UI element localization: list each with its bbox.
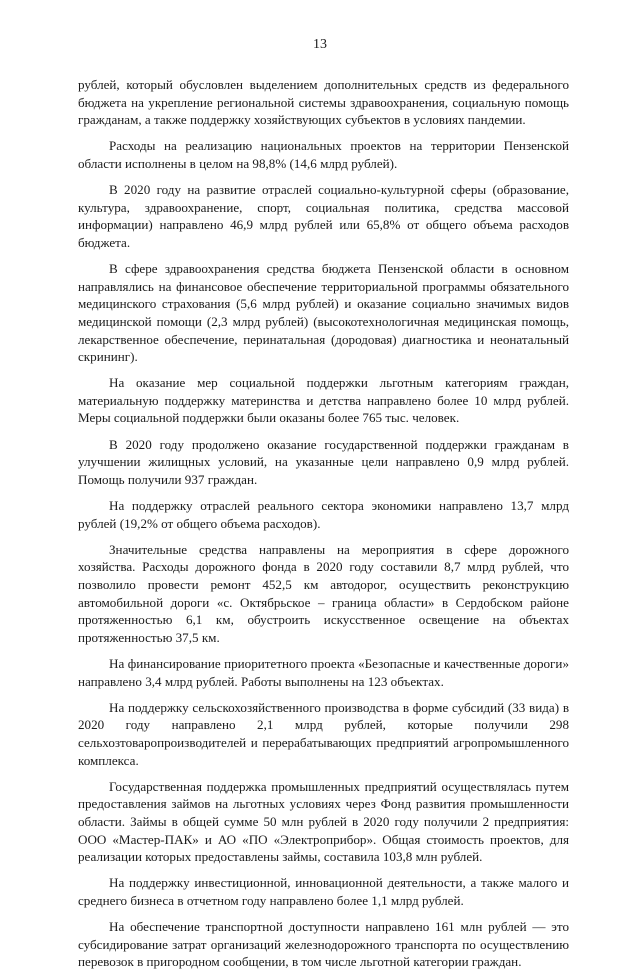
paragraph: На оказание мер социальной поддержки льготным категориям граждан, материальную поддержку материнства и детства направлено более 10 млрд рублей. Меры социальной поддержки были оказаны более 765 тыс. человек.	[78, 375, 569, 426]
paragraph: На поддержку инвестиционной, инновационной деятельности, а также малого и среднего бизнеса в отчетном году направлено более 1,1 млрд рублей.	[78, 875, 569, 908]
paragraph: рублей, который обусловлен выделением дополнительных средств из федерального бюджета на укрепление региональной системы здравоохранения, социальную помощь гражданам, а также поддержку хозяйствующих субъектов в условиях пандемии.	[78, 77, 569, 128]
paragraph: На обеспечение транспортной доступности направлено 161 млн рублей — это субсидирование затрат организаций железнодорожного транспорта по осуществлению перевозок в пригородном сообщении, в том числе льготной категории граждан.	[78, 919, 569, 970]
paragraph: Расходы на реализацию национальных проектов на территории Пензенской области исполнены в целом на 98,8% (14,6 млрд рублей).	[78, 138, 569, 171]
paragraph: На поддержку отраслей реального сектора экономики направлено 13,7 млрд рублей (19,2% от общего объема расходов).	[78, 498, 569, 531]
paragraph: В 2020 году на развитие отраслей социально-культурной сферы (образование, культура, здравоохранение, спорт, социальная политика, средства массовой информации) направлено 46,9 млрд рублей или 65,8% от общего объема расходов бюджета.	[78, 182, 569, 250]
paragraph: В 2020 году продолжено оказание государственной поддержки гражданам в улучшении жилищных условий, на указанные цели направлено 0,9 млрд рублей. Помощь получили 937 граждан.	[78, 436, 569, 487]
paragraph: На финансирование приоритетного проекта «Безопасные и качественные дороги» направлено 3,4 млрд рублей. Работы выполнены на 123 объектах.	[78, 655, 569, 689]
paragraph: В сфере здравоохранения средства бюджета Пензенской области в основном направлялись на финансовое обеспечение территориальной программы обязательного медицинского страхования (5,6 млрд рублей) и оказание социально значимых видов медицинской помощи (2,3 млрд рублей) (высокотехнологичная медицинская помощь, лекарственное обеспечение, перинатальная (дородовая) диагностика и неонатальный скрининг).	[78, 261, 569, 365]
page-number: 13	[313, 37, 327, 52]
paragraph: Значительные средства направлены на мероприятия в сфере дорожного хозяйства. Расходы дорожного фонда в 2020 году составили 8,7 млрд рублей, что позволило провести ремонт 452,5 км автодорог, осуществить реконструкцию автомобильной дороги «с. Октябрьское – граница области» в Сердобском районе протяженностью 6,1 км, обустроить искусственное освещение на объектах протяженностью 37,5 км.	[78, 541, 569, 645]
paragraph: На поддержку сельскохозяйственного производства в форме субсидий (33 вида) в 2020 году направлено 2,1 млрд рублей, которые получили 298 сельхозтоваропроизводителей и перерабатывающих предприятий агропромышленного комплекса.	[78, 699, 569, 768]
document-body	[78, 76, 569, 979]
paragraph: Государственная поддержка промышленных предприятий осуществлялась путем предоставления займов на льготных условиях через Фонд развития промышленности области. Займы в общей сумме 50 млн рублей в 2020 году получили 2 предприятия: ООО «Мастер-ПАК» и АО «ПО «Электроприбор». Общая стоимость проектов, для реализации которых предоставлены займы, составила 103,8 млн рублей.	[78, 778, 569, 865]
